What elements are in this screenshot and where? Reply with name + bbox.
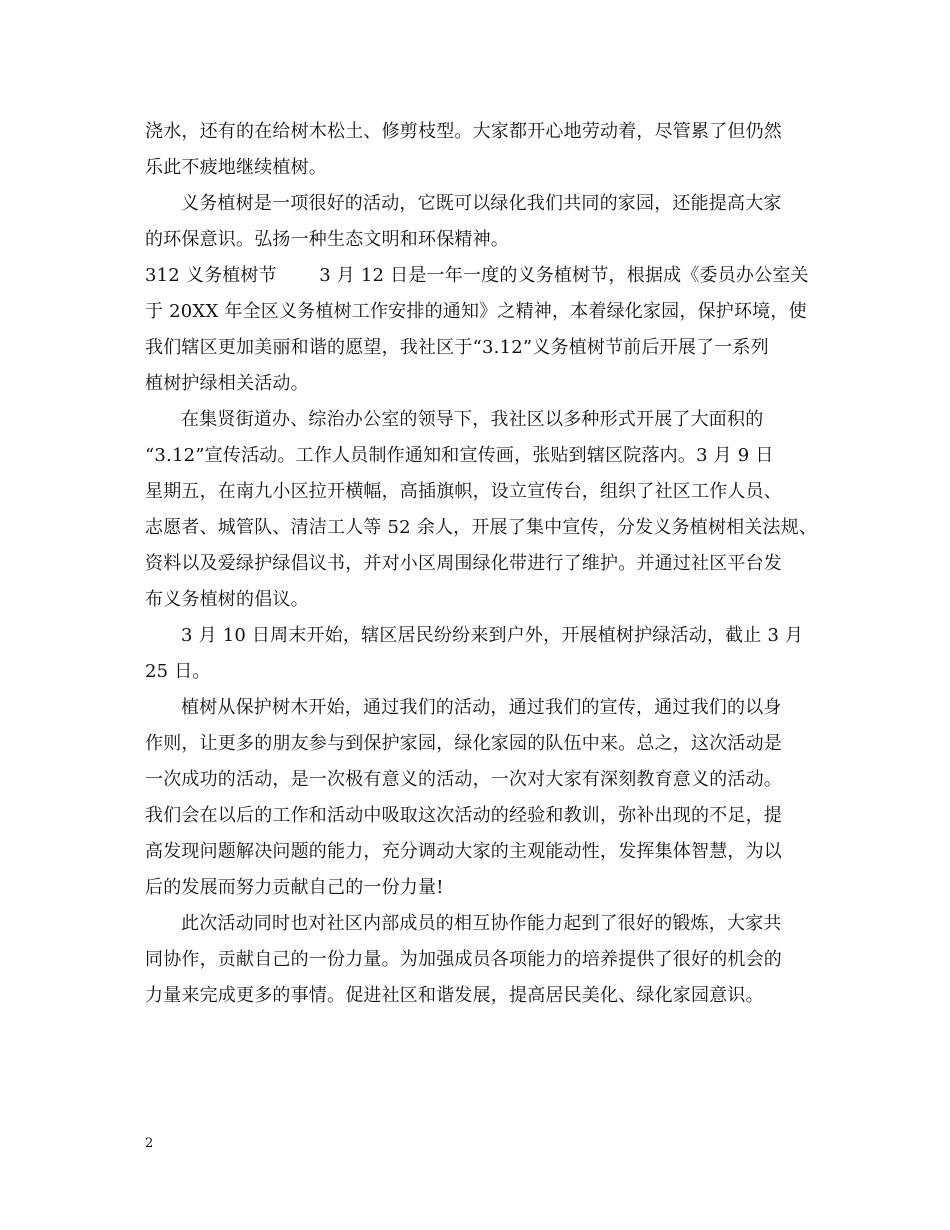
page-number: 2 — [145, 1136, 154, 1151]
text-line: 一次成功的活动，是一次极有意义的活动，一次对大家有深刻教育意义的活动。 — [145, 769, 782, 790]
text-line: 布义务植树的倡议。 — [145, 589, 309, 610]
text-line: 植树护绿相关活动。 — [145, 373, 309, 394]
text-line: 星期五，在南九小区拉开横幅，高插旗帜，设立宣传台，组织了社区工作人员、 — [145, 481, 782, 502]
text-line: 高发现问题解决问题的能力，充分调动大家的主观能动性，发挥集体智慧，为以 — [145, 841, 782, 862]
paragraph-first-line: 义务植树是一项很好的活动，它既可以绿化我们共同的家园，还能提高大家 — [181, 193, 782, 214]
text-line: 志愿者、城管队、清洁工人等 52 余人，开展了集中宣传，分发义务植树相关法规、 — [145, 517, 818, 538]
text-line: “3.12”宣传活动。工作人员制作通知和宣传画，张贴到辖区院落内。3 月 9 日 — [145, 445, 774, 466]
section-heading-line: 312 义务植树节 3 月 12 日是一年一度的义务植树节，根据成《委员办公室关 — [145, 265, 809, 286]
paragraph-first-line: 在集贤街道办、综治办公室的领导下，我社区以多种形式开展了大面积的 — [181, 409, 764, 430]
text-line: 浇水，还有的在给树木松土、修剪枝型。大家都开心地劳动着，尽管累了但仍然 — [145, 121, 782, 142]
text-line: 于 20XX 年全区义务植树工作安排的通知》之精神，本着绿化家园，保护环境，使 — [145, 301, 807, 322]
text-line: 的环保意识。弘扬一种生态文明和环保精神。 — [145, 229, 509, 250]
paragraph-first-line: 此次活动同时也对社区内部成员的相互协作能力起到了很好的锻炼，大家共 — [181, 913, 782, 934]
text-line: 力量来完成更多的事情。促进社区和谐发展，提高居民美化、绿化家园意识。 — [145, 985, 764, 1006]
text-line: 后的发展而努力贡献自己的一份力量! — [145, 877, 444, 898]
text-line: 25 日。 — [145, 661, 211, 682]
text-line: 乐此不疲地继续植树。 — [145, 157, 327, 178]
paragraph-first-line: 植树从保护树木开始，通过我们的活动，通过我们的宣传，通过我们的以身 — [181, 697, 782, 718]
text-line: 作则，让更多的朋友参与到保护家园，绿化家园的队伍中来。总之，这次活动是 — [145, 733, 782, 754]
paragraph-first-line: 3 月 10 日周末开始，辖区居民纷纷来到户外，开展植树护绿活动，截止 3 月 — [181, 625, 804, 646]
text-line: 我们会在以后的工作和活动中吸取这次活动的经验和教训，弥补出现的不足，提 — [145, 805, 782, 826]
text-line: 资料以及爱绿护绿倡议书，并对小区周围绿化带进行了维护。并通过社区平台发 — [145, 553, 782, 574]
text-line: 同协作，贡献自己的一份力量。为加强成员各项能力的培养提供了很好的机会的 — [145, 949, 782, 970]
text-line: 我们辖区更加美丽和谐的愿望，我社区于“3.12”义务植树节前后开展了一系列 — [145, 337, 769, 358]
